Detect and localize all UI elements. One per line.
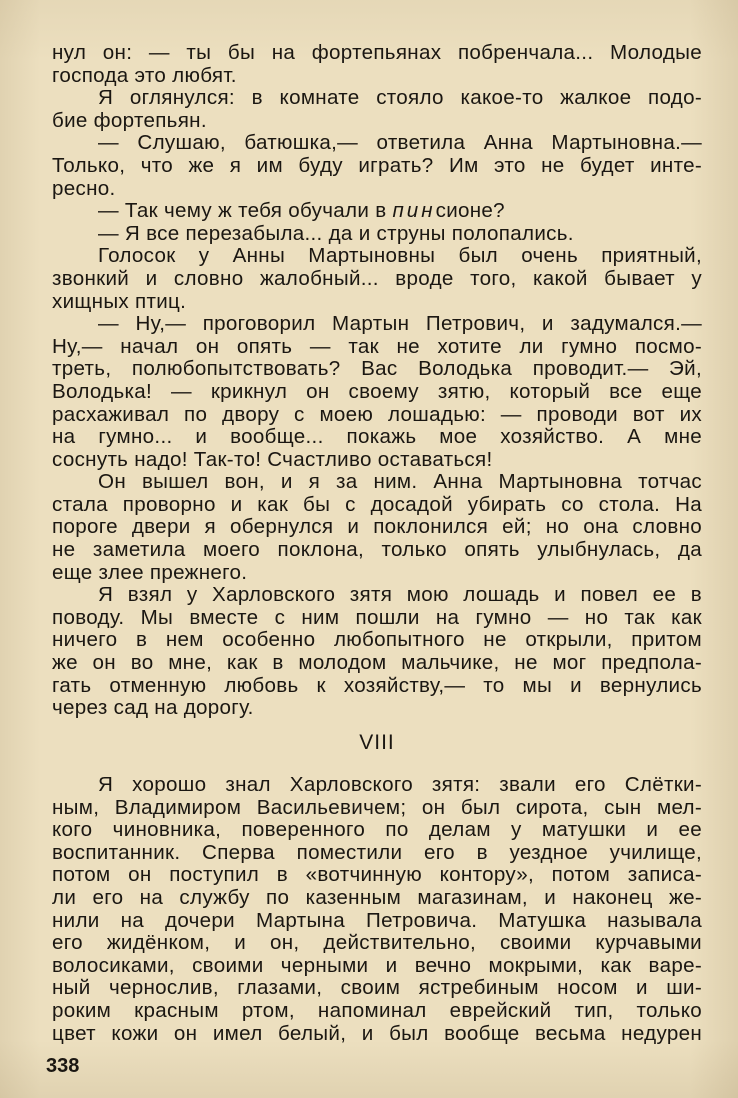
text-line: волосиками, своими черными и вечно мокрыми, как варе- [52,954,702,977]
chapter-heading: VIII [359,731,395,754]
text-line [52,200,702,223]
text-line: — Ну,— проговорил Мартын Петрович, и задумался.— [98,313,702,336]
text-line: гать отменную любовь к хозяйству,— то мы и вернулись [52,674,702,697]
text-line: ный чернослив, глазами, своим ястребиным носом и ши- [52,977,702,1000]
text-line: воспитанник. Сперва поместили его в уездное училище, [52,841,702,864]
body-text-top [52,42,702,720]
text-line: Я взял у Харловского зятя мою лошадь и повел ее в [98,584,702,607]
text-line: Голосок у Анны Мартыновны был очень приятный, [98,245,702,268]
text-line: господа это любят. [52,64,237,87]
text-line: нили на дочери Мартына Петровича. Матушка называла [52,909,702,932]
text-line: через сад на дорогу. [52,697,254,720]
text-line: роким красным ртом, напоминал еврейский тип, только [52,999,702,1022]
text-line: потом он поступил в «вотчинную контору», потом записа- [52,864,702,887]
text-line: нул он: — ты бы на фортепьянах побренчала... Молодые [52,42,702,64]
text-line: Ну,— начал он опять — так не хотите ли гумно посмо- [52,335,702,358]
text-line: еще злее прежнего. [52,561,248,584]
text-line: — Я все перезабыла... да и струны полопались. [98,222,574,245]
text-line: же он во мне, как в молодом мальчике, не мог предпола- [52,652,702,675]
text-line: бие фортепьян. [52,109,207,132]
text-line: кого чиновника, поверенного по делам у матушки и ее [52,819,702,842]
text-line: Только, что же я им буду играть? Им это не будет инте- [52,154,702,177]
italic-word: пин [392,200,436,223]
text-line: не заметила моего поклона, только опять улыбнулась, да [52,539,702,562]
text-line: расхаживал по двору с моею лошадью: — проводи вот их [52,403,702,426]
text-segment: сионе? [435,200,505,223]
text-line: Я оглянулся: в комнате стояло какое-то жалкое подо- [98,87,702,110]
text-line: ресно. [52,177,116,200]
text-line: хищных птиц. [52,290,187,313]
page-number: 338 [46,1055,80,1077]
text-line: звонкий и словно жалобный... вроде того, какой бывает у [52,267,702,290]
text-line: Он вышел вон, и я за ним. Анна Мартыновна тотчас [98,471,702,494]
text-line: ным, Владимиром Васильевичем; он был сирота, сын мел- [52,796,702,819]
text-line: стала проворно и как бы с досадой убирать со стола. На [52,493,702,516]
text-line: — Слушаю, батюшка,— ответила Анна Мартыновна.— [98,132,702,155]
text-line: пороге двери я обернулся и поклонился ей; но она словно [52,516,702,539]
body-text-bottom [52,774,702,1045]
text-line: на гумно... и вообще... покажь мое хозяйство. А мне [52,426,702,449]
text-line: ли его на службу по казенным магазинам, и наконец же- [52,886,702,909]
text-line: цвет кожи он имел белый, и был вообще весьма недурен [52,1022,702,1045]
text-segment: — Так чему ж тебя обучали в [98,200,393,223]
text-line: его жидёнком, и он, действительно, своими курчавыми [52,932,702,955]
text-line: Я хорошо знал Харловского зятя: звали его Слётки- [98,774,702,796]
text-line: Володька! — крикнул он своему зятю, который все еще [52,380,702,403]
text-line: ничего в нем особенно любопытного не открыли, притом [52,629,702,652]
text-line: поводу. Мы вместе с ним пошли на гумно — но так как [52,606,702,629]
text-line: соснуть надо! Так-то! Счастливо оставаться! [52,448,493,471]
text-line: треть, полюбопытствовать? Вас Володька проводит.— Эй, [52,358,702,381]
